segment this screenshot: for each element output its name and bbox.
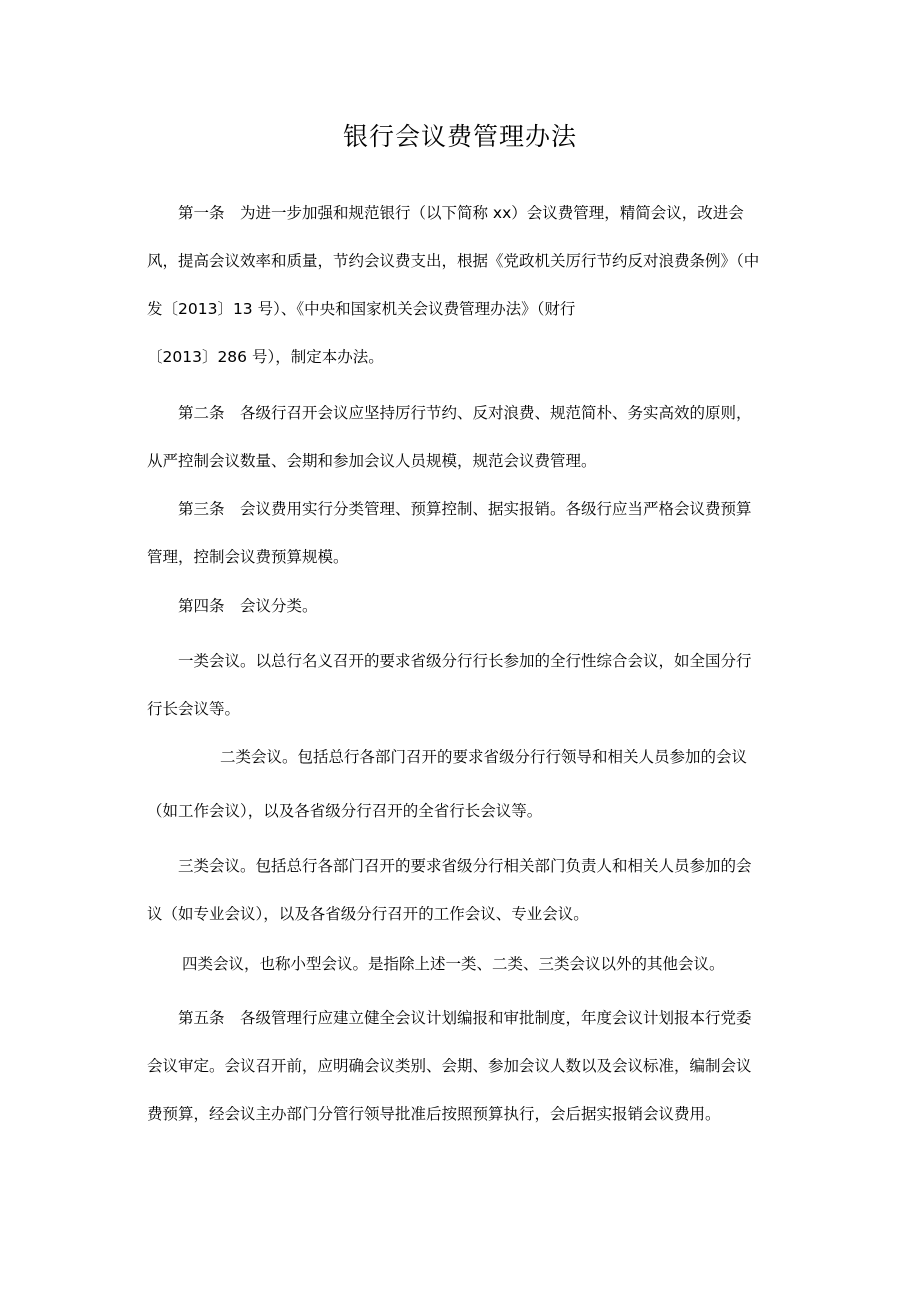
paragraph-line: 费预算，经会议主办部门分管行领导批准后按照预算执行，会后据实报销会议费用。 (147, 1105, 721, 1123)
paragraph-line: 四类会议，也称小型会议。是指除上述一类、二类、三类会议以外的其他会议。 (182, 955, 725, 973)
paragraph-line: 第二条 各级行召开会议应坚持厉行节约、反对浪费、规范简朴、务实高效的原则， (178, 404, 752, 422)
paragraph-line: 第一条 为进一步加强和规范银行（以下简称 xx）会议费管理，精简会议，改进会 (178, 204, 744, 222)
paragraph-line: 〔2013〕286 号），制定本办法。 (147, 348, 384, 366)
paragraph-line: 发〔2013〕13 号）、《中央和国家机关会议费管理办法》（财行 (147, 300, 576, 318)
paragraph-line: 二类会议。包括总行各部门召开的要求省级分行行领导和相关人员参加的会议 (220, 748, 748, 766)
paragraph-line: 一类会议。以总行名义召开的要求省级分行行长参加的全行性综合会议，如全国分行 (178, 652, 752, 670)
paragraph-line: 第五条 各级管理行应建立健全会议计划编报和审批制度，年度会议计划报本行党委 (178, 1009, 752, 1027)
paragraph-line: 议（如专业会议），以及各省级分行召开的工作会议、专业会议。 (147, 905, 589, 923)
paragraph-line: 从严控制会议数量、会期和参加会议人员规模，规范会议费管理。 (147, 452, 597, 470)
paragraph-line: 三类会议。包括总行各部门召开的要求省级分行相关部门负责人和相关人员参加的会 (178, 857, 752, 875)
paragraph-line: 会议审定。会议召开前，应明确会议类别、会期、参加会议人数以及会议标准，编制会议 (147, 1057, 752, 1075)
paragraph-line: 管理，控制会议费预算规模。 (147, 548, 349, 566)
paragraph-line: （如工作会议），以及各省级分行召开的全省行长会议等。 (147, 802, 543, 820)
paragraph-line: 第三条 会议费用实行分类管理、预算控制、据实报销。各级行应当严格会议费预算 (178, 500, 752, 518)
document-title: 银行会议费管理办法 (342, 122, 577, 151)
paragraph-line: 行长会议等。 (147, 700, 241, 718)
paragraph-line: 第四条 会议分类。 (178, 597, 318, 615)
paragraph-line: 风，提高会议效率和质量，节约会议费支出，根据《党政机关厉行节约反对浪费条例》（中 (147, 252, 760, 270)
